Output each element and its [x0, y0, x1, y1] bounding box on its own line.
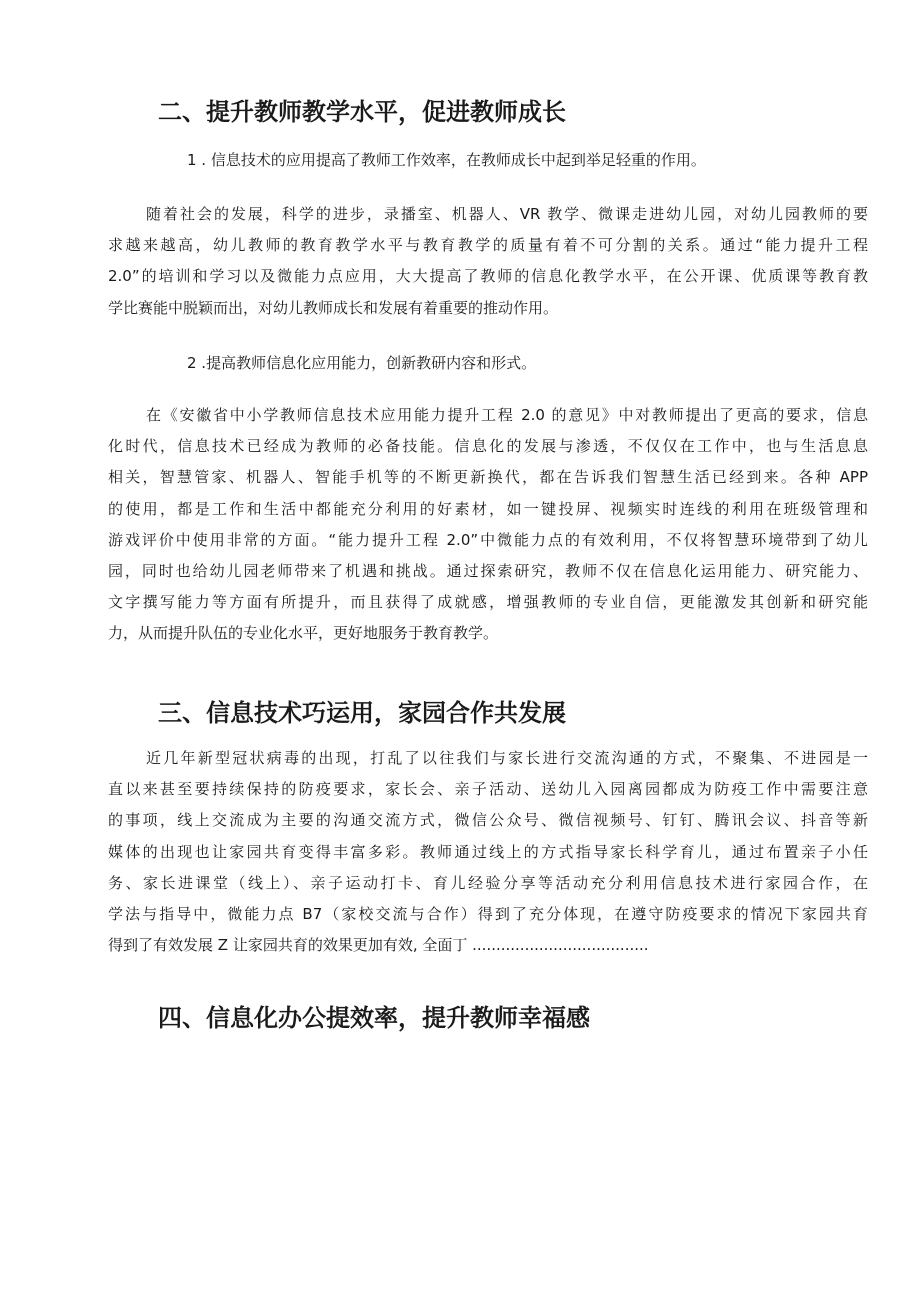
paragraph-line: 园，同时也给幼儿园老师带来了机遇和挑战。通过探索研究，教师不仅在信息化运用能力、研究能力、: [108, 561, 868, 580]
paragraph-line: 化时代，信息技术已经成为教师的必备技能。信息化的发展与渗透，不仅仅在工作中，也与生活息息: [108, 437, 868, 456]
paragraph-2-1: [108, 199, 868, 324]
paragraph-line: 文字撰写能力等方面有所提升，而且获得了成就感，增强教师的专业自信，更能激发其创新和研究能: [108, 593, 868, 612]
paragraph-line: 随着社会的发展，科学的进步，录播室、机器人、VR 教学、微课走进幼儿园，对幼儿园教师的要: [146, 205, 868, 223]
subheading-2-1: 1 . 信息技术的应用提高了教师工作效率，在教师成长中起到举足轻重的作用。: [187, 151, 706, 169]
paragraph-line: 直以来甚至要持续保持的防疫要求，家长会、亲子活动、送幼儿入园离园都成为防疫工作中需要注意: [108, 780, 868, 799]
paragraph-line: 学法与指导中，微能力点 B7（家校交流与合作）得到了充分体现，在遵守防疫要求的情况下家园共育: [108, 904, 868, 923]
paragraph-line: 求越来越高，幼儿教师的教育教学水平与教育教学的质量有着不可分割的关系。通过“能力提升工程: [108, 236, 868, 255]
paragraph-line: 相关，智慧管家、机器人、智能手机等的不断更新换代，都在告诉我们智慧生活已经到来。各种 APP: [108, 468, 868, 487]
paragraph-line: 媒体的出现也让家园共育变得丰富多彩。教师通过线上的方式指导家长科学育儿，通过布置亲子小任: [108, 842, 868, 861]
paragraph-line: 在《安徽省中小学教师信息技术应用能力提升工程 2.0 的意见》中对教师提出了更高的要求，信息: [146, 406, 868, 424]
paragraph-2-2: [108, 400, 868, 650]
paragraph-line: 近几年新型冠状病毒的出现，打乱了以往我们与家长进行交流沟通的方式，不聚集、不进园是一: [146, 749, 868, 767]
section-heading-3: 三、信息技术巧运用，家园合作共发展: [158, 699, 566, 727]
paragraph-line: 得到了有效发展 Z 让家园共育的效果更加有效, 全面丁 .....................................: [108, 936, 649, 955]
paragraph-line: 的使用，都是工作和生活中都能充分利用的好素材，如一键投屏、视频实时连线的利用在班级管理和: [108, 499, 868, 518]
paragraph-line: 2.0”的培训和学习以及微能力点应用，大大提高了教师的信息化教学水平，在公开课、优质课等教育教: [108, 267, 868, 286]
paragraph-line: 游戏评价中使用非常的方面。“能力提升工程 2.0”中微能力点的有效利用，不仅将智慧环境带到了幼儿: [108, 530, 868, 549]
section-heading-2: 二、提升教师教学水平，促进教师成长: [158, 98, 566, 126]
paragraph-3: [108, 743, 868, 961]
subheading-2-2: 2 .提高教师信息化应用能力，创新教研内容和形式。: [187, 354, 537, 372]
paragraph-line: 的事项，线上交流成为主要的沟通交流方式，微信公众号、微信视频号、钉钉、腾讯会议、抖音等新: [108, 811, 868, 830]
paragraph-line: 力，从而提升队伍的专业化水平，更好地服务于教育教学。: [108, 624, 499, 643]
section-heading-4: 四、信息化办公提效率，提升教师幸福感: [158, 1004, 590, 1032]
paragraph-line: 学比赛能中脱颖而出，对幼儿教师成长和发展有着重要的推动作用。: [108, 298, 559, 317]
paragraph-line: 务、家长进课堂（线上）、亲子运动打卡、育儿经验分享等活动充分利用信息技术进行家园合作，在: [108, 873, 868, 892]
